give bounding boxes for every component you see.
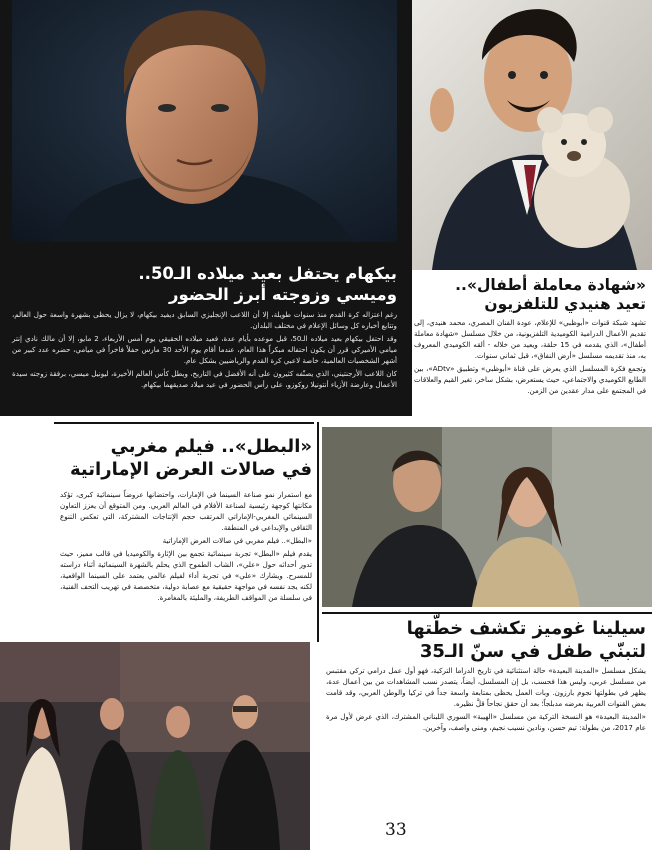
selena-headline-line2: لتبنّي طفل في سنّ الـ35 — [419, 640, 646, 662]
beckham-paragraph: رغم اعتزاله كرة القدم منذ سنوات طويلة، إلا أن اللاعب الإنجليزي السابق ديفيد بيكهام، لا يزال يحظى بشهرة واسعة حول العالم، وتتابع أخباره كل وسائل الإعلام في مختلف البلدان. — [12, 310, 397, 330]
selena-headline-line1: سيلينا غوميز تكشف خطّتها — [406, 618, 646, 639]
batal-premiere-photo — [0, 642, 310, 850]
selena-couple-photo — [322, 427, 652, 607]
shahada-paragraph: تشهد شبكة قنوات «أبوظبي» للإعلام، عودة الفنان المصري، محمد هنيدي، إلى تقديم الأعمال الدرامية الكوميدية التلفزيونية، من خلال مسلسل «شهادة معاملة أطفال»، الذي يقدمه في 15 حلقة، ويعيد من خلاله - ألقه الكوميدي المعروف به، منذ تقديمه مسلسل «أرض النفاق»، قبل ثماني سنوات. — [414, 318, 646, 360]
shahada-headline-line1: «شهادة معاملة أطفال».. — [455, 276, 646, 294]
batal-paragraph: مع استمرار نمو صناعة السينما في الإمارات، واحتضانها عروضاً سينمائية كبرى، تؤكد مكانتها كوجهة رئيسية لصناعة الأفلام في العالم العربي. ومن المتوقع أن يعزز التعاون السينمائي المغربي-الإماراتي المرتقب حجم الإنتاجات المشتركة، التي تعكس التنوع الثقافي والإبداعي في المنطقة. — [60, 490, 312, 532]
section-divider — [54, 422, 314, 424]
hendy-photo — [412, 0, 652, 270]
beckham-portrait-illustration — [12, 0, 397, 242]
beckham-paragraph: وقد احتفل بيكهام بعيد ميلاده الـ50، قبل موعده بأيام عدة، فعيد ميلاده الحقيقي يوم أمس الأربعاء، 2 مايو، إلا أن مالك نادي إنتر ميامي الأميركي قرر أن يكون احتفاله مبكراً هذا العام، عندما أقام يوم الأحد 30 مارس حفلاً فاخراً في ميامي، حضره عدد كبير من أشهر الشخصيات العالمية، خاصة لاعبي كرة القدم والرياضيين بشكل عام. — [12, 333, 397, 365]
shahada-headline-line2: تعيد هنيدي للتلفزيون — [484, 295, 646, 314]
beckham-headline-line2: وميسي وزوجته أبرز الحضور — [168, 284, 397, 304]
selena-paragraph: «المدينة البعيدة» هو النسخة التركية من مسلسل «الهيبة» السوري اللبناني المشترك، الذي عرض لأول مرة عام 2017، من بطولة: تيم حسن، ونادين نسيب نجيم، ومنى واصف، وآخرين. — [326, 711, 646, 732]
section-divider — [322, 612, 652, 614]
beckham-headline-line1: بيكهام يحتفل بعيد ميلاده الـ50.. — [138, 264, 397, 283]
column-divider — [317, 422, 319, 642]
batal-headline-line1: «البطل».. فيلم مغربي — [110, 436, 312, 457]
batal-headline-line2: في صالات العرض الإماراتية — [70, 458, 312, 480]
batal-paragraph: يقدم فيلم «البطل» تجربة سينمائية تجمع بين الإثارة والكوميديا في قالب مميز، حيث تدور أحداثه حول «علي»، الشاب الطموح الذي يحلم بالشهرة السينمائية أثناء دراسته للمسرح. ويشارك «علي» في تجربة أداء لفيلم عالمي يعتمد على السينما الواقعية، لكنه يجد نفسه في مواجهة حقيقية مع عصابة دولية، متخصصة في تهريب التحف الفنية، في سلسلة من المواقف الطريفة، والمليئة بالمغامرة. — [60, 548, 312, 602]
section-divider — [0, 413, 412, 416]
shahada-paragraph: وتجمع فكرة المسلسل الذي يعرض على قناة «أبوظبي» وتطبيق «ADtv»، بين الطابع الكوميدي والاجتماعي، حيث يستعرض، بشكل ساخر، تغير القيم والعلاقات في المجتمع على مدار عقدين من الزمن. — [414, 363, 646, 395]
premiere-illustration — [0, 642, 310, 850]
beckham-article — [0, 0, 409, 413]
hendy-teddy-illustration — [412, 0, 652, 270]
page-number: 33 — [385, 820, 407, 840]
selena-paragraph: يشكل مسلسل «المدينة البعيدة» حالة استثنائية في تاريخ الدراما التركية، فهو أول عمل درامي تركي مقتبس من مسلسل عربي، وليس هذا فحسب، بل إن المسلسل، أيضاً، يتصدر نسب المشاهدات من بين أعمال عدة، يظهر في بطولتها نجوم بارزون. وبات العمل يحظى بمتابعة واسعة جداً في تركيا والوطن العربي، وقد قامت بعض القنوات العربية بعرضه مدبلجاً؛ بعد أن حقق نجاحاً قلَّ نظيره. — [326, 666, 646, 708]
beckham-photo — [12, 0, 397, 242]
batal-subheading: «البطل».. فيلم مغربي في صالات العرض الإماراتية — [162, 535, 312, 545]
beckham-paragraph: كان اللاعب الأرجنتيني، الذي يصنّفه كثيرون على أنه الأفضل في التاريخ، وبطل كأس العالم الأخيرة، ليونيل ميسي، برفقة زوجته سيدة الأعمال وعارضة الأزياء أنتونيلا روكوزو، على رأس الحضور في عيد ميلاد صديقهما بيكهام. — [12, 368, 397, 389]
couple-illustration — [322, 427, 652, 607]
